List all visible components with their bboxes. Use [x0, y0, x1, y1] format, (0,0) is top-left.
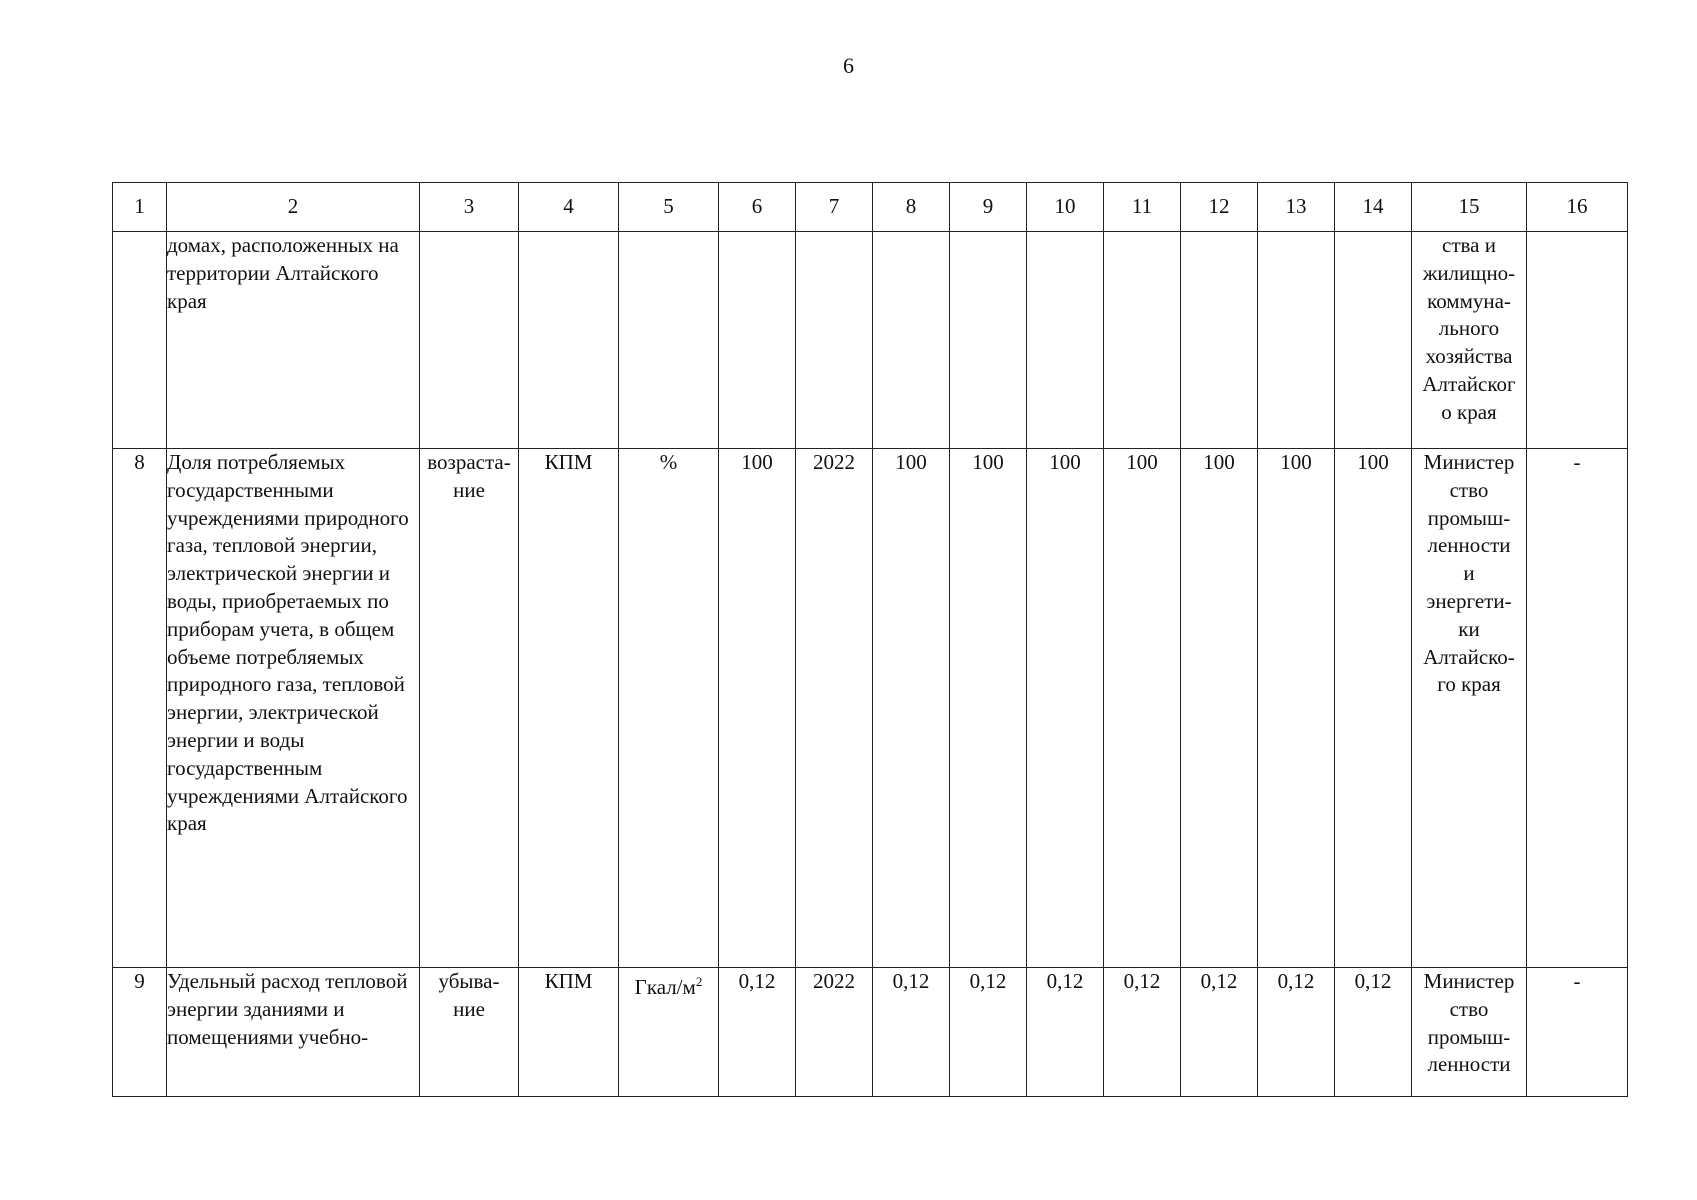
- value-cell: 100: [873, 449, 950, 968]
- value-cell: [796, 232, 873, 449]
- base-year-cell: 2022: [796, 449, 873, 968]
- responsible-body-cell: Министер ство промыш- ленности и энергети- ки Алтайско- го края: [1412, 449, 1527, 968]
- value-cell: [873, 232, 950, 449]
- value-cell: 100: [1027, 449, 1104, 968]
- value-cell: [1181, 232, 1258, 449]
- indicator-name-cell: Удельный расход тепловой энергии зданиями и помещениями учебно-: [167, 968, 420, 1097]
- table-row: [113, 449, 1628, 968]
- unit-base: Гкал/м: [634, 975, 696, 999]
- table-header-row: [113, 183, 1628, 232]
- unit-exponent: 2: [695, 974, 703, 989]
- column-header: 13: [1258, 183, 1335, 232]
- indicator-name-cell: Доля потребляемых государственными учреждениями природного газа, тепловой энергии, электрической энергии и воды, приобретаемых по приборам учета, в общем объеме потребляемых природного газа, тепловой энергии, электрической энергии и воды государственным учреждениями Алтайского края: [167, 449, 420, 968]
- column-header: 8: [873, 183, 950, 232]
- value-cell: [1104, 232, 1181, 449]
- responsible-body-cell: Министер ство промыш- ленности: [1412, 968, 1527, 1097]
- value-cell: [950, 232, 1027, 449]
- column-header: 6: [719, 183, 796, 232]
- column-header: 4: [519, 183, 619, 232]
- note-cell: -: [1527, 968, 1628, 1097]
- column-header: 16: [1527, 183, 1628, 232]
- value-cell: 100: [1181, 449, 1258, 968]
- type-cell: КПМ: [519, 449, 619, 968]
- type-cell: [519, 232, 619, 449]
- column-header: 12: [1181, 183, 1258, 232]
- value-cell: 0,12: [1335, 968, 1412, 1097]
- column-header: 2: [167, 183, 420, 232]
- row-number-cell: [113, 232, 167, 449]
- trend-cell: убыва- ние: [420, 968, 519, 1097]
- value-cell: 0,12: [1258, 968, 1335, 1097]
- column-header: 5: [619, 183, 719, 232]
- value-cell: 100: [1335, 449, 1412, 968]
- value-cell: 100: [719, 449, 796, 968]
- column-header: 1: [113, 183, 167, 232]
- page-number: 6: [843, 53, 854, 78]
- trend-cell: [420, 232, 519, 449]
- column-header: 11: [1104, 183, 1181, 232]
- column-header: 3: [420, 183, 519, 232]
- unit-cell: %: [619, 449, 719, 968]
- base-year-cell: 2022: [796, 968, 873, 1097]
- column-header: 9: [950, 183, 1027, 232]
- unit-cell: [619, 232, 719, 449]
- value-cell: 100: [1104, 449, 1181, 968]
- table-row: [113, 232, 1628, 449]
- value-cell: [719, 232, 796, 449]
- value-cell: [1027, 232, 1104, 449]
- unit-cell: [619, 968, 719, 1097]
- value-cell: 100: [950, 449, 1027, 968]
- column-header: 15: [1412, 183, 1527, 232]
- column-header: 14: [1335, 183, 1412, 232]
- value-cell: 100: [1258, 449, 1335, 968]
- responsible-body-cell: ства и жилищно- коммуна- льного хозяйства Алтайског о края: [1412, 232, 1527, 449]
- note-cell: -: [1527, 449, 1628, 968]
- column-header: 7: [796, 183, 873, 232]
- value-cell: 0,12: [719, 968, 796, 1097]
- column-header: 10: [1027, 183, 1104, 232]
- indicators-table: [112, 182, 1628, 1097]
- type-cell: КПМ: [519, 968, 619, 1097]
- row-number-cell: 8: [113, 449, 167, 968]
- value-cell: 0,12: [1181, 968, 1258, 1097]
- trend-cell: возраста- ние: [420, 449, 519, 968]
- indicator-name-cell: домах, расположенных на территории Алтайского края: [167, 232, 420, 449]
- value-cell: 0,12: [950, 968, 1027, 1097]
- note-cell: [1527, 232, 1628, 449]
- value-cell: 0,12: [873, 968, 950, 1097]
- value-cell: 0,12: [1027, 968, 1104, 1097]
- value-cell: 0,12: [1104, 968, 1181, 1097]
- table-row: [113, 968, 1628, 1097]
- row-number-cell: 9: [113, 968, 167, 1097]
- value-cell: [1335, 232, 1412, 449]
- value-cell: [1258, 232, 1335, 449]
